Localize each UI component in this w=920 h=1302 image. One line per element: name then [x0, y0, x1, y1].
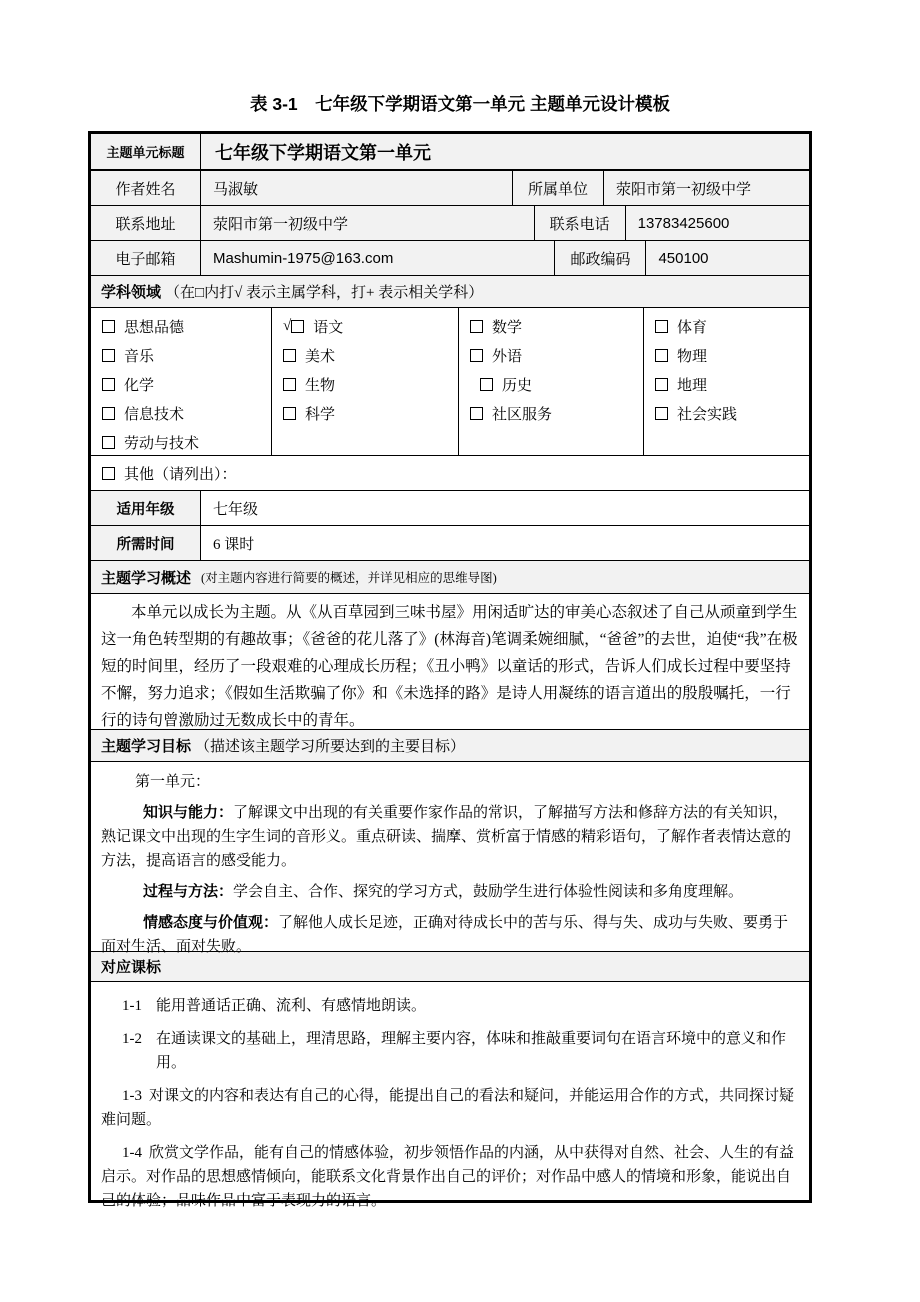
checkbox-icon[interactable] — [655, 320, 668, 333]
row-contact — [91, 206, 809, 241]
checkbox-icon[interactable] — [480, 378, 493, 391]
standards-heading: 对应课标 — [101, 959, 162, 976]
subject-option-xinxijishu — [91, 399, 271, 428]
unit-title-value: 七年级下学期语文第一单元 — [201, 134, 809, 169]
standard-text: 欣赏文学作品，能有自己的情感体验，初步领悟作品的内涵，从中获得对自然、社会、人生的有益启示。对作品的思想感情倾向，能联系文化背景作出自己的评价；对作品中感人的情境和形象，能说出自己的体验；品味作品中富于表现力的语言。 — [101, 1145, 795, 1209]
overview-note: (对主题内容进行简要的概述，并详见相应的思维导图) — [201, 571, 497, 585]
standard-item-1-2 — [101, 1027, 799, 1075]
subject-option-huaxue — [91, 370, 271, 399]
subject-option-shequfuwu — [459, 399, 643, 428]
checkbox-icon[interactable] — [291, 320, 304, 333]
time-label: 所需时间 — [91, 526, 201, 560]
subject-label: 科学 — [305, 407, 336, 423]
goal-attitude-label: 情感态度与价值观： — [143, 914, 279, 931]
standard-number: 1-1 — [122, 998, 142, 1014]
section-goals — [91, 730, 809, 762]
subject-column-2 — [271, 308, 458, 455]
postcode-value: 450100 — [646, 241, 809, 275]
subject-label: 数学 — [492, 320, 523, 336]
email-value: Mashumin-1975@163.com — [201, 241, 555, 275]
subject-area-heading: 学科领域 — [101, 284, 162, 301]
subject-option-other — [91, 456, 809, 491]
subject-option-laodongjishu — [91, 428, 271, 457]
subject-column-4 — [643, 308, 809, 455]
subject-option-shengwu — [272, 370, 458, 399]
subject-other-label: 其他（请列出）： — [124, 466, 237, 483]
grade-value: 七年级 — [201, 491, 809, 525]
goal-process-text: 学会自主、合作、探究的学习方式，鼓励学生进行体验性阅读和多角度理解。 — [233, 884, 744, 900]
goal-knowledge-label: 知识与能力： — [143, 804, 234, 821]
subject-option-tiyu — [644, 312, 809, 341]
phone-label: 联系电话 — [535, 206, 626, 240]
row-grade — [91, 491, 809, 526]
address-label: 联系地址 — [91, 206, 201, 240]
overview-heading: 主题学习概述 — [101, 569, 192, 587]
standard-text: 在通读课文的基础上，理清思路，理解主要内容，体味和推敲重要词句在语言环境中的意义和作用。 — [156, 1031, 787, 1071]
subject-label: 思想品德 — [124, 320, 185, 336]
standard-number: 1-3 — [122, 1088, 142, 1104]
subject-label: 社会实践 — [677, 407, 738, 423]
checkbox-icon[interactable] — [102, 407, 115, 420]
standard-number: 1-2 — [122, 1031, 142, 1047]
subject-option-shehuishijian — [644, 399, 809, 428]
subject-checkbox-grid — [91, 308, 809, 456]
goals-intro: 第一单元： — [135, 774, 211, 790]
subject-label: 物理 — [677, 349, 708, 365]
subject-label: 外语 — [492, 349, 523, 365]
goals-heading: 主题学习目标 — [101, 738, 192, 755]
standard-item-1-3 — [101, 1084, 799, 1132]
subject-column-1 — [91, 308, 271, 455]
subject-label: 体育 — [677, 320, 708, 336]
standard-number: 1-4 — [122, 1145, 142, 1161]
author-name-label: 作者姓名 — [91, 171, 201, 205]
subject-label: 历史 — [502, 378, 533, 394]
checkbox-icon[interactable] — [470, 349, 483, 362]
subject-option-sixiangpinde — [91, 312, 271, 341]
check-mark: √ — [283, 318, 292, 334]
organization-value: 荥阳市第一初级中学 — [604, 171, 809, 205]
subject-option-meishu — [272, 341, 458, 370]
row-email — [91, 241, 809, 276]
section-overview — [91, 561, 809, 594]
checkbox-icon[interactable] — [283, 378, 296, 391]
checkbox-icon[interactable] — [102, 349, 115, 362]
row-time — [91, 526, 809, 561]
checkbox-icon[interactable] — [283, 407, 296, 420]
subject-option-waiyu — [459, 341, 643, 370]
checkbox-icon[interactable] — [470, 320, 483, 333]
subject-label: 美术 — [305, 349, 336, 365]
checkbox-icon[interactable] — [655, 349, 668, 362]
subject-option-dili — [644, 370, 809, 399]
subject-option-wuli — [644, 341, 809, 370]
postcode-label: 邮政编码 — [555, 241, 646, 275]
goal-process — [101, 880, 799, 904]
subject-label: 信息技术 — [124, 407, 185, 423]
checkbox-icon[interactable] — [102, 436, 115, 449]
subject-label: 地理 — [677, 378, 708, 394]
goal-attitude-text: 了解他人成长足迹，正确对待成长中的苦与乐、得与失、成功与失败、要勇于面对生活、面对失败。 — [101, 915, 789, 955]
standard-text: 能用普通话正确、流利、有感情地朗读。 — [156, 998, 427, 1014]
organization-label: 所属单位 — [513, 171, 604, 205]
document-title: 表 3-1 七年级下学期语文第一单元 主题单元设计模板 — [249, 94, 670, 114]
overview-text: 本单元以成长为主题。从《从百草园到三味书屋》用闲适旷达的审美心态叙述了自己从顽童到学生这一角色转型期的有趣故事；《爸爸的花儿落了》(林海音)笔调柔婉细腻，“爸爸”的去世，迫使“我”在极短的时间里，经历了一段艰难的心理成长历程；《丑小鸭》以童话的形式，告诉人们成长过程中要坚持不懈，努力追求；《假如生活欺骗了你》和《未选择的路》是诗人用凝练的语言道出的殷殷嘱托，一行行的诗句曾激励过无数成长中的青年。 — [91, 594, 809, 730]
goal-knowledge — [101, 801, 799, 873]
subject-option-yuwen — [272, 312, 458, 341]
checkbox-icon[interactable] — [102, 320, 115, 333]
phone-value: 13783425600 — [626, 206, 809, 240]
row-author — [91, 171, 809, 206]
author-name-value: 马淑敏 — [201, 171, 513, 205]
checkbox-icon[interactable] — [102, 467, 115, 480]
subject-column-3 — [458, 308, 643, 455]
subject-option-shuxue — [459, 312, 643, 341]
subject-label: 语文 — [313, 320, 344, 336]
subject-option-lishi — [459, 370, 643, 399]
subject-label: 社区服务 — [492, 407, 553, 423]
standard-item-1-4 — [101, 1141, 799, 1213]
subject-label: 劳动与技术 — [124, 436, 200, 452]
checkbox-icon[interactable] — [283, 349, 296, 362]
checkbox-icon[interactable] — [102, 378, 115, 391]
row-unit-title — [91, 134, 809, 171]
grade-label: 适用年级 — [91, 491, 201, 525]
standard-text: 对课文的内容和表达有自己的心得，能提出自己的看法和疑问，并能运用合作的方式，共同探讨疑难问题。 — [101, 1088, 795, 1128]
subject-label: 音乐 — [124, 349, 155, 365]
checkbox-icon[interactable] — [655, 407, 668, 420]
goals-content — [91, 762, 809, 955]
time-value: 6 课时 — [201, 526, 809, 560]
section-subject-area — [91, 276, 809, 308]
subject-area-note: （在□内打√ 表示主属学科，打+ 表示相关学科） — [165, 285, 484, 301]
address-value: 荥阳市第一初级中学 — [201, 206, 535, 240]
standards-content — [91, 982, 809, 1209]
subject-label: 化学 — [124, 378, 155, 394]
unit-title-label: 主题单元标题 — [91, 134, 201, 169]
email-label: 电子邮箱 — [91, 241, 201, 275]
subject-option-yinyue — [91, 341, 271, 370]
checkbox-icon[interactable] — [655, 378, 668, 391]
checkbox-icon[interactable] — [470, 407, 483, 420]
unit-design-table — [88, 131, 812, 1209]
goal-knowledge-text: 了解课文中出现的有关重要作家作品的常识，了解描写方法和修辞方法的有关知识，熟记课文中出现的生字生词的音形义。重点研读、揣摩、赏析富于情感的精彩语句，了解作者表情达意的方法，提高语言的感受能力。 — [101, 805, 792, 869]
subject-label: 生物 — [305, 378, 336, 394]
goals-note: （描述该主题学习所要达到的主要目标） — [195, 739, 466, 755]
subject-option-kexue — [272, 399, 458, 428]
goal-process-label: 过程与方法： — [143, 883, 234, 900]
standard-item-1-1 — [101, 994, 799, 1018]
